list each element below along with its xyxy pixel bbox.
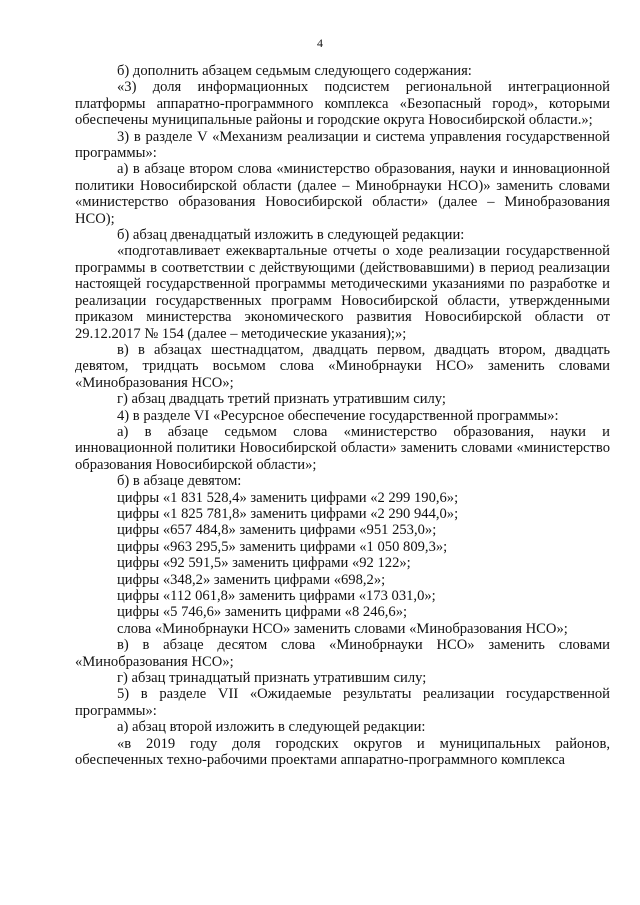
- page-number: 4: [317, 36, 323, 50]
- paragraph: цифры «963 295,5» заменить цифрами «1 050 809,3»;: [117, 538, 448, 555]
- document-body: [75, 63, 610, 768]
- paragraph: б) в абзаце девятом:: [117, 473, 242, 490]
- paragraph: а) в абзаце втором слова «министерство образования, науки и инновационной политики Новосибирской области (далее – Минобрнауки НСО)» заменить словами «министерство образования Новосибирской области» (далее – Минобразования НСО);: [75, 161, 610, 227]
- paragraph: 3) в разделе V «Механизм реализации и система управления государственной программы»:: [75, 128, 610, 162]
- paragraph: цифры «112 061,8» заменить цифрами «173 031,0»;: [117, 588, 436, 604]
- paragraph: цифры «657 484,8» заменить цифрами «951 253,0»;: [117, 522, 437, 539]
- paragraph: 5) в разделе VII «Ожидаемые результаты реализации государственной программы»:: [75, 686, 610, 719]
- paragraph: б) абзац двенадцатый изложить в следующей редакции:: [117, 227, 465, 244]
- paragraph: «3) доля информационных подсистем региональной интеграционной платформы аппаратно-программного комплекса «Безопасный город», которыми обеспечены муниципальные районы и городские округа Новосибирской области.»;: [75, 79, 610, 129]
- paragraph: цифры «5 746,6» заменить цифрами «8 246,6»;: [117, 604, 408, 621]
- paragraph: б) дополнить абзацем седьмым следующего содержания:: [117, 63, 472, 79]
- paragraph: цифры «1 825 781,8» заменить цифрами «2 290 944,0»;: [117, 505, 459, 522]
- paragraph: а) в абзаце седьмом слова «министерство образования, науки и инновационной политики Новосибирской области» заменить словами «министерство образования Новосибирской области»;: [75, 423, 610, 473]
- paragraph: цифры «1 831 528,4» заменить цифрами «2 299 190,6»;: [117, 489, 459, 506]
- paragraph: «в 2019 году доля городских округов и муниципальных районов, обеспеченных техно-рабочими проектами аппаратно-программного комплекса: [75, 735, 610, 769]
- paragraph: г) абзац двадцать третий признать утратившим силу;: [117, 391, 446, 408]
- paragraph: а) абзац второй изложить в следующей редакции:: [117, 719, 426, 736]
- paragraph: 4) в разделе VI «Ресурсное обеспечение государственной программы»:: [117, 407, 559, 424]
- paragraph: «подготавливает ежеквартальные отчеты о ходе реализации государственной программы в соответствии с действующими (действовавшими) в период реализации настоящей государственной программы методическими указаниями по разработке и реализации государственных программ Новосибирской области, утвержденными приказом министерства экономического развития Новосибирской области от 29.12.2017 № 154 (далее – методические указания);»;: [75, 243, 610, 342]
- paragraph: слова «Минобрнауки НСО» заменить словами «Минобразования НСО»;: [117, 620, 568, 637]
- paragraph: в) в абзацах шестнадцатом, двадцать первом, двадцать втором, двадцать девятом, тридцать восьмом слова «Минобрнауки НСО» заменить словами «Минобразования НСО»;: [75, 341, 610, 391]
- paragraph: г) абзац тринадцатый признать утратившим силу;: [117, 670, 427, 687]
- paragraph: цифры «348,2» заменить цифрами «698,2»;: [117, 571, 386, 588]
- paragraph: цифры «92 591,5» заменить цифрами «92 122»;: [117, 555, 411, 572]
- paragraph: в) в абзаце десятом слова «Минобрнауки НСО» заменить словами «Минобразования НСО»;: [75, 637, 610, 670]
